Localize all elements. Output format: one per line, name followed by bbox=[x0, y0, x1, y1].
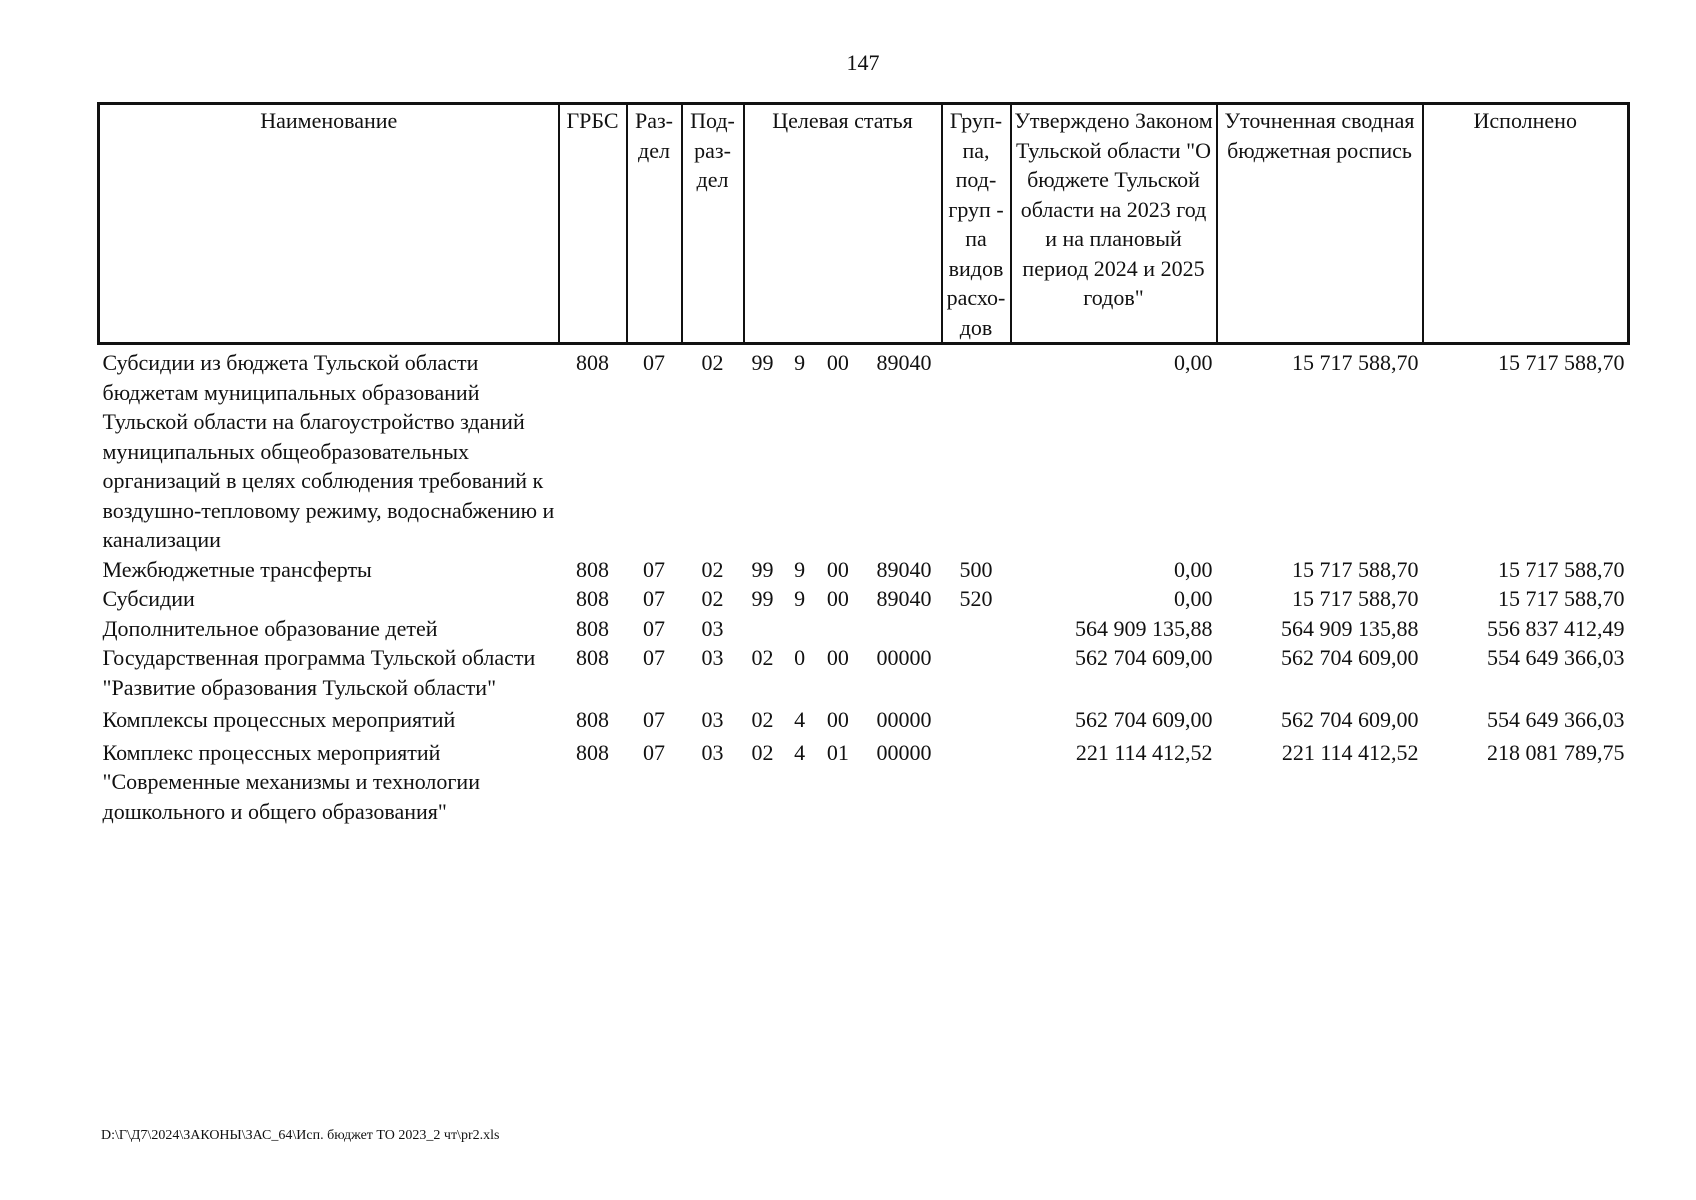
row-expense-group bbox=[942, 344, 1011, 555]
header-revised: Уточненная сводная бюджетная роспись bbox=[1217, 104, 1423, 344]
cs-measure: 00 bbox=[826, 707, 849, 732]
row-name: Государственная программа Тульской области "Развитие образования Тульской области" bbox=[102, 645, 536, 700]
cs-program: 99 bbox=[751, 586, 774, 611]
page-number: 147 bbox=[846, 50, 880, 75]
row-grbs: 808 bbox=[576, 739, 609, 765]
row-grbs: 808 bbox=[576, 707, 609, 732]
header-razdel: Раз-дел bbox=[627, 104, 682, 344]
header-grbs: ГРБС bbox=[559, 104, 627, 344]
row-executed: 554 649 366,03 bbox=[1487, 707, 1625, 732]
cs-direction: 00000 bbox=[876, 645, 932, 670]
cs-direction: 00000 bbox=[876, 707, 932, 732]
row-podrazdel: 03 bbox=[701, 739, 724, 765]
row-expense-group: 500 bbox=[959, 556, 993, 582]
row-executed: 15 717 588,70 bbox=[1498, 586, 1625, 611]
table-body bbox=[99, 344, 1629, 827]
row-executed: 218 081 789,75 bbox=[1487, 739, 1625, 765]
row-revised: 221 114 412,52 bbox=[1281, 739, 1419, 765]
cs-program: 99 bbox=[751, 556, 774, 582]
row-grbs: 808 bbox=[576, 615, 609, 641]
cs-program: 02 bbox=[751, 645, 774, 670]
row-podrazdel: 03 bbox=[701, 645, 724, 670]
row-name: Комплексы процессных мероприятий bbox=[102, 707, 456, 732]
row-approved: 562 704 609,00 bbox=[1075, 645, 1213, 670]
row-expense-group bbox=[942, 643, 1011, 702]
cs-subprogram: 4 bbox=[794, 707, 806, 732]
row-podrazdel: 02 bbox=[701, 350, 724, 375]
row-razdel: 07 bbox=[643, 586, 665, 611]
cs-program: 02 bbox=[751, 707, 774, 732]
row-celevaya-statya bbox=[744, 643, 942, 702]
cs-measure: 00 bbox=[826, 586, 849, 611]
cs-direction: 89040 bbox=[876, 556, 932, 582]
cs-subprogram: 4 bbox=[794, 739, 806, 765]
row-celevaya-statya bbox=[744, 344, 942, 555]
cs-program: 99 bbox=[751, 350, 774, 375]
row-expense-group: 520 bbox=[959, 586, 993, 611]
row-name: Субсидии из бюджета Тульской области бюджетам муниципальных образований Тульской области на благоустройство зданий муниципальных общеобразовательных организаций в целях соблюдения требований к воздушно-тепловому режиму, водоснабжению и канализации bbox=[102, 350, 555, 552]
row-grbs: 808 bbox=[576, 350, 609, 375]
row-approved: 221 114 412,52 bbox=[1075, 739, 1213, 765]
row-celevaya-statya bbox=[744, 735, 942, 827]
cs-measure: 00 bbox=[826, 645, 849, 670]
row-executed: 15 717 588,70 bbox=[1498, 350, 1625, 375]
row-revised: 15 717 588,70 bbox=[1292, 586, 1419, 611]
table-row bbox=[99, 584, 1629, 614]
row-podrazdel: 02 bbox=[701, 556, 724, 582]
row-podrazdel: 03 bbox=[701, 615, 724, 641]
row-grbs: 808 bbox=[576, 556, 609, 582]
cs-direction: 89040 bbox=[876, 586, 932, 611]
cs-subprogram: 0 bbox=[794, 645, 806, 670]
cs-measure: 00 bbox=[826, 350, 849, 375]
row-revised: 562 704 609,00 bbox=[1281, 645, 1419, 670]
cs-measure: 01 bbox=[826, 739, 849, 765]
cs-subprogram: 9 bbox=[794, 556, 806, 582]
row-revised: 15 717 588,70 bbox=[1292, 350, 1419, 375]
row-celevaya-statya bbox=[744, 614, 942, 644]
table-header-row bbox=[99, 104, 1629, 344]
header-expense-group: Груп-па, под-груп - па видов расхо-дов bbox=[942, 104, 1011, 344]
row-celevaya-statya bbox=[744, 584, 942, 614]
cs-subprogram: 9 bbox=[794, 586, 806, 611]
cs-direction: 00000 bbox=[876, 739, 932, 765]
table-row bbox=[99, 735, 1629, 827]
row-razdel: 07 bbox=[643, 350, 665, 375]
table-row bbox=[99, 643, 1629, 702]
row-approved: 562 704 609,00 bbox=[1075, 707, 1213, 732]
table-row bbox=[99, 702, 1629, 735]
row-expense-group bbox=[942, 735, 1011, 827]
cs-program: 02 bbox=[751, 739, 774, 765]
cs-direction: 89040 bbox=[876, 350, 932, 375]
cs-measure: 00 bbox=[826, 556, 849, 582]
header-approved: Утверждено Законом Тульской области "О бюджете Тульской области на 2023 год и на плановый период 2024 и 2025 годов" bbox=[1011, 104, 1217, 344]
row-expense-group bbox=[942, 614, 1011, 644]
row-name: Дополнительное образование детей bbox=[102, 615, 438, 641]
file-path: D:\Г\Д7\2024\ЗАКОНЫ\ЗАС_64\Исп. бюджет ТО 2023_2 чт\pr2.xls bbox=[101, 1128, 500, 1143]
row-approved: 564 909 135,88 bbox=[1075, 615, 1213, 641]
row-expense-group bbox=[942, 702, 1011, 735]
table-row bbox=[99, 614, 1629, 644]
header-executed: Исполнено bbox=[1423, 104, 1629, 344]
row-razdel: 07 bbox=[643, 615, 665, 641]
row-grbs: 808 bbox=[576, 645, 609, 670]
header-celevaya-statya: Целевая статья bbox=[744, 104, 942, 344]
row-name: Комплекс процессных мероприятий "Современные механизмы и технологии дошкольного и общего образования" bbox=[102, 739, 480, 824]
row-celevaya-statya bbox=[744, 702, 942, 735]
row-revised: 15 717 588,70 bbox=[1292, 556, 1419, 582]
budget-execution-table bbox=[97, 102, 1630, 826]
row-executed: 15 717 588,70 bbox=[1498, 556, 1625, 582]
row-executed: 556 837 412,49 bbox=[1487, 615, 1625, 641]
row-approved: 0,00 bbox=[1174, 586, 1213, 611]
row-razdel: 07 bbox=[643, 707, 665, 732]
table-row bbox=[99, 555, 1629, 585]
row-grbs: 808 bbox=[576, 586, 609, 611]
table-row bbox=[99, 344, 1629, 555]
row-executed: 554 649 366,03 bbox=[1487, 645, 1625, 670]
row-revised: 564 909 135,88 bbox=[1281, 615, 1419, 641]
row-razdel: 07 bbox=[643, 645, 665, 670]
cs-subprogram: 9 bbox=[794, 350, 806, 375]
header-podrazdel: Под-раз-дел bbox=[682, 104, 744, 344]
row-approved: 0,00 bbox=[1174, 556, 1213, 582]
row-podrazdel: 03 bbox=[701, 707, 724, 732]
row-razdel: 07 bbox=[643, 556, 665, 582]
row-celevaya-statya bbox=[744, 555, 942, 585]
row-revised: 562 704 609,00 bbox=[1281, 707, 1419, 732]
row-razdel: 07 bbox=[643, 739, 665, 765]
row-name: Субсидии bbox=[102, 586, 195, 611]
row-approved: 0,00 bbox=[1174, 350, 1213, 375]
header-name: Наименование bbox=[99, 104, 559, 344]
row-podrazdel: 02 bbox=[701, 586, 724, 611]
row-name: Межбюджетные трансферты bbox=[102, 556, 372, 582]
